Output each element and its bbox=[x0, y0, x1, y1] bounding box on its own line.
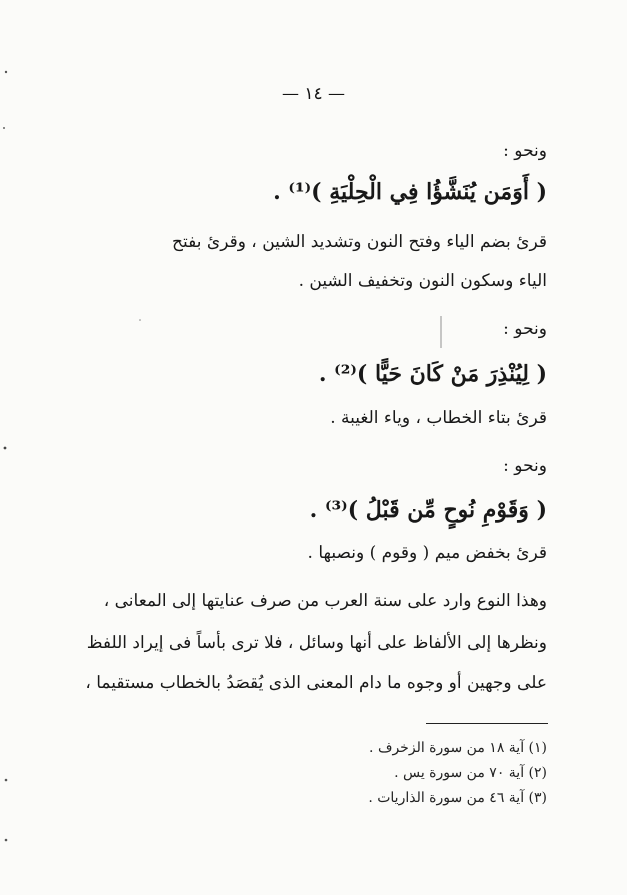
text-line-8: ونحو : bbox=[503, 456, 547, 476]
text-line-3: قرئ بضم الياء وفتح النون وتشديد الشين ، وقرئ بفتح bbox=[172, 232, 547, 252]
page-number: — ١٤ — bbox=[281, 84, 346, 104]
footnote-2: (٢) آية ٧٠ من سورة يس . bbox=[394, 765, 547, 781]
text-line-4: الياء وسكون النون وتخفيف الشين . bbox=[298, 271, 547, 291]
text-line-1: ونحو : bbox=[503, 141, 547, 161]
text-line-12: ونظرها إلى الألفاظ على أنها وسائل ، فلا ترى بأساً فى إيراد اللفظ bbox=[86, 633, 547, 653]
verse-line-1: ( أَوَمَن يُنَشَّؤُا فِي الْحِلْيَةِ )⁽¹⁾ . bbox=[273, 179, 547, 205]
footnote-divider bbox=[426, 723, 548, 724]
verse-line-2: ( لِيُنْذِرَ مَنْ كَانَ حَيًّا )⁽²⁾ . bbox=[318, 361, 547, 387]
text-line-13: على وجهين أو وجوه ما دام المعنى الذى يُقصَدُ بالخطاب مستقيما ، bbox=[85, 673, 547, 693]
footnote-3: (٣) آية ٤٦ من سورة الذاريات . bbox=[368, 790, 547, 806]
footnote-1: (١) آية ١٨ من سورة الزخرف . bbox=[369, 740, 547, 756]
text-line-5: ونحو : bbox=[503, 319, 547, 339]
verse-line-3: ( وَقَوْمِ نُوحٍ مِّن قَبْلُ )⁽³⁾ . bbox=[309, 497, 547, 523]
text-line-10: قرئ بخفض ميم ( وقوم ) ونصبها . bbox=[307, 543, 547, 563]
text-line-11: وهذا النوع وارد على سنة العرب من صرف عنايتها إلى المعانى ، bbox=[103, 591, 547, 611]
text-line-7: قرئ بتاء الخطاب ، وياء الغيبة . bbox=[330, 408, 547, 428]
